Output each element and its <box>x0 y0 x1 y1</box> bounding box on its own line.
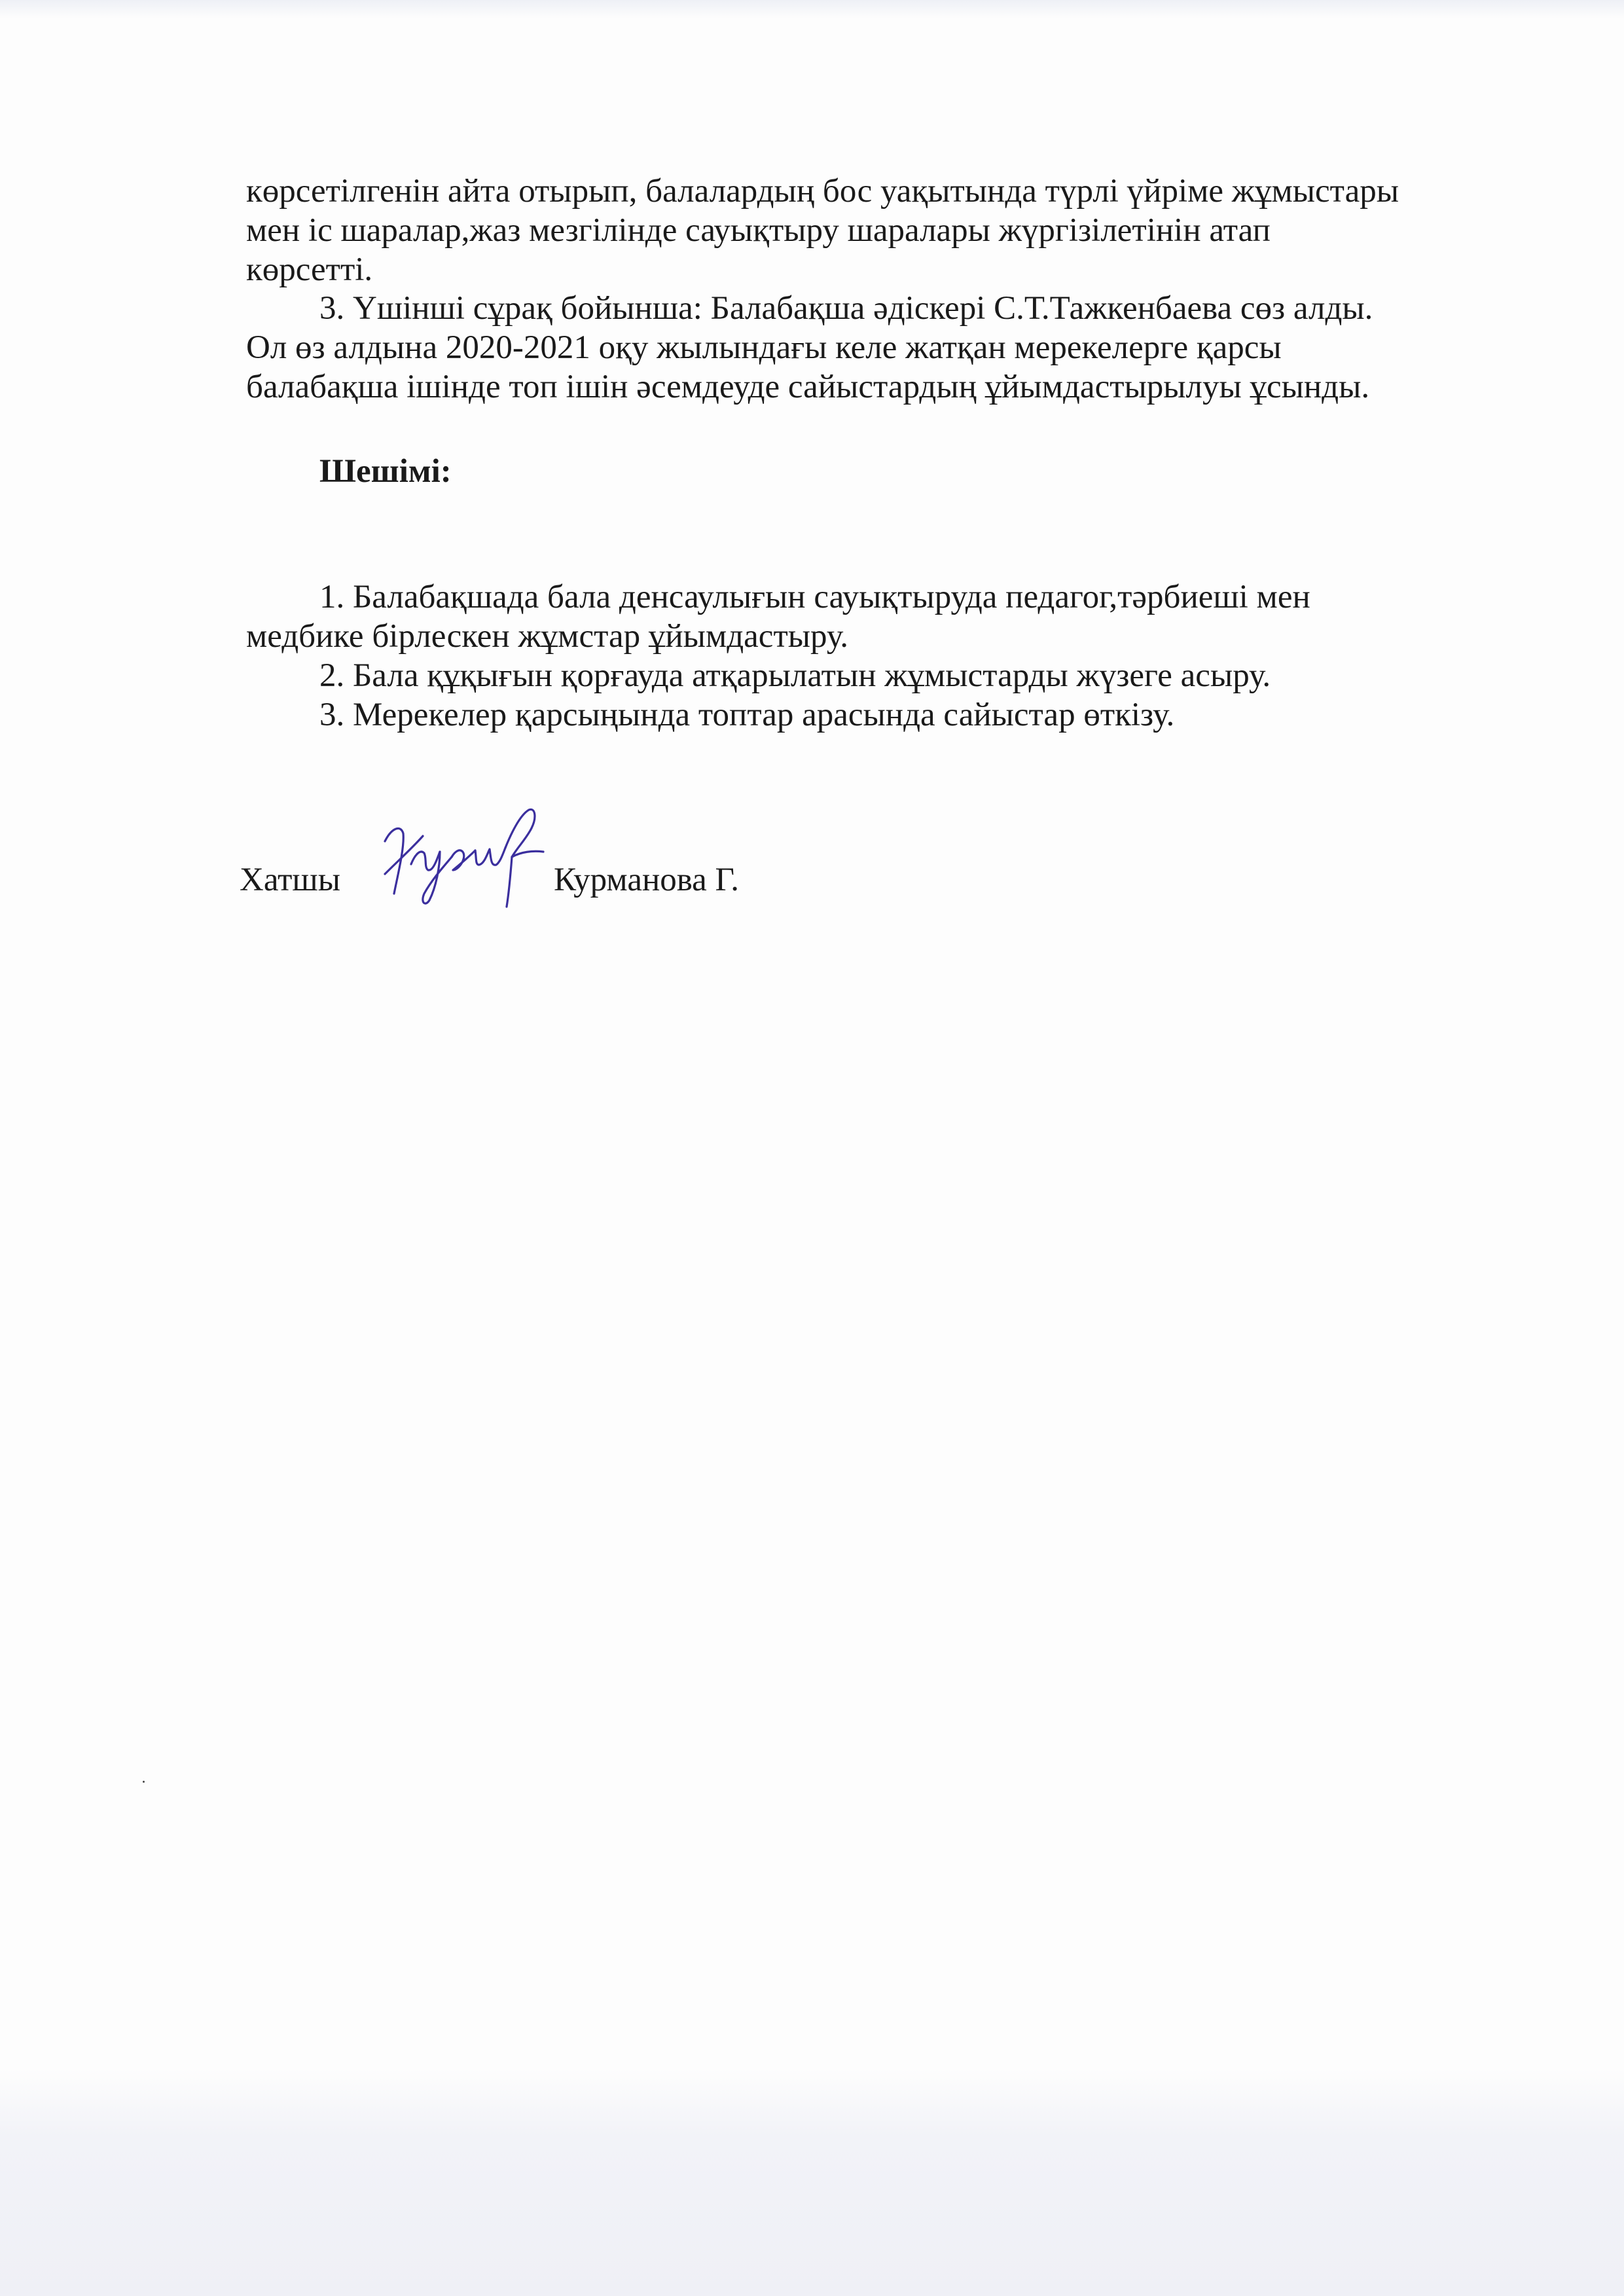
signature-image <box>372 802 562 913</box>
decision-item-continuation: медбике бірлескен жұмстар ұйымдастыру. <box>246 618 848 655</box>
paragraph-continuation <box>246 172 1477 289</box>
decision-item: 3. Мерекелер қарсыңында топтар арасында сайыстар өткізу. <box>319 697 1175 733</box>
decision-item: 2. Бала құқығын қорғауда атқарылатын жұмыстарды жүзеге асыру. <box>319 657 1271 694</box>
paragraph-line: 3. Үшінші сұрақ бойынша: Балабақша әдіскері С.Т.Тажкенбаева сөз алды. <box>319 290 1373 327</box>
decision-item: 1. Балабақшада бала денсаулығын сауықтыруда педагог,тәрбиеші мен <box>319 579 1310 615</box>
paragraph-line: балабақша ішінде топ ішін әсемдеуде сайыстардың ұйымдастырылуы ұсынды. <box>246 369 1370 405</box>
paragraph-line: көрсетілгенін айта отырып, балалардың бос уақытында түрлі үйріме жұмыстары <box>246 173 1399 210</box>
scan-speck <box>143 1781 145 1783</box>
paragraph-line: Ол өз алдына 2020-2021 оқу жылындағы келе жатқан мерекелерге қарсы <box>246 329 1282 366</box>
scan-band-top <box>0 0 1624 18</box>
decision-heading: Шешімі: <box>319 453 452 490</box>
paragraph-line: көрсетті. <box>246 251 373 288</box>
paragraph-line: мен іс шаралар,жаз мезгілінде сауықтыру шаралары жүргізілетінін атап <box>246 212 1271 249</box>
scan-band-bottom <box>0 2069 1624 2296</box>
decision-list <box>246 577 1477 735</box>
secretary-label: Хатшы <box>240 862 340 898</box>
paragraph-third-question <box>246 289 1477 407</box>
secretary-name: Курманова Г. <box>554 862 740 898</box>
